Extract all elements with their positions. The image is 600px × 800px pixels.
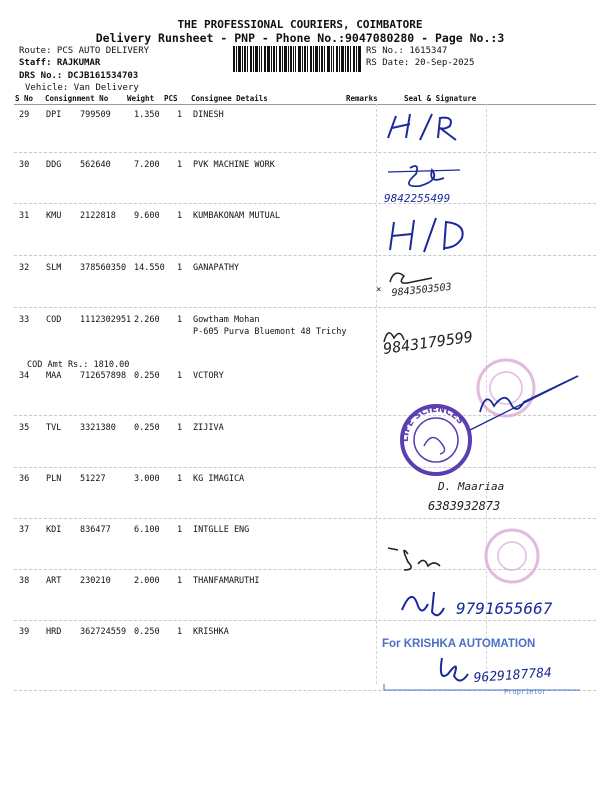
col-remarks: Remarks: [346, 94, 378, 103]
col-sno: S No: [15, 94, 34, 103]
row-pcs: 1: [177, 423, 183, 433]
signature-29: [380, 108, 500, 150]
signature-39-phone: 9629187784: [473, 665, 553, 686]
row-pcs: 1: [177, 160, 183, 170]
col-consignment: Consignment No: [45, 94, 109, 103]
row-pcs: 1: [177, 263, 183, 273]
row-code: KDI: [46, 525, 62, 535]
row-code: DPI: [46, 110, 62, 120]
row-consignee: VCTORY: [193, 371, 224, 381]
company-seal-text: For KRISHKA AUTOMATION: [382, 638, 536, 650]
signature-32: [372, 262, 502, 306]
row-consignee: INTGLLE ENG: [193, 525, 250, 535]
table-row: [0, 160, 600, 212]
row-consignee: KUMBAKONAM MUTUAL: [193, 211, 280, 221]
row-weight: 9.600: [134, 211, 160, 221]
signature-39: [384, 652, 580, 696]
row-number: 712657898: [80, 371, 127, 381]
row-sno: 29: [19, 110, 30, 120]
row-divider: [14, 255, 596, 256]
proprietor-label: Proprietor: [504, 688, 547, 696]
signature-32-phone: 9843503503: [391, 281, 453, 299]
vehicle-label: Vehicle: Van Delivery: [25, 83, 139, 93]
signature-30-phone: 9842255499: [384, 192, 451, 205]
row-number: 362724559: [80, 627, 127, 637]
row-number: 3321380: [80, 423, 116, 433]
row-code: ART: [46, 576, 62, 586]
staff-label: Staff: RAJKUMAR: [19, 58, 101, 68]
row-number: 836477: [80, 525, 111, 535]
row-divider: [14, 203, 596, 204]
row-pcs: 1: [177, 576, 183, 586]
row-pcs: 1: [177, 371, 183, 381]
row-sno: 33: [19, 315, 30, 325]
rs-date: RS Date: 20-Sep-2025: [366, 58, 475, 68]
row-divider: [14, 467, 596, 468]
row-weight: 2.260: [134, 315, 160, 325]
signature-36-name: D. Maariaa: [438, 480, 505, 493]
row-code: SLM: [46, 263, 62, 273]
col-consignee: Consignee Details: [191, 94, 268, 103]
row-sno: 31: [19, 211, 30, 221]
row-pcs: 1: [177, 474, 183, 484]
row-divider: [14, 518, 596, 519]
row-consignee: DINESH: [193, 110, 224, 120]
row-consignee: GANAPATHY: [193, 263, 240, 273]
signature-33-phone: 9843179599: [382, 327, 474, 358]
svg-text:×: ×: [376, 285, 382, 295]
signature-34: [470, 372, 590, 432]
row-number: 2122818: [80, 211, 116, 221]
signature-31: [380, 212, 500, 256]
signature-38: [398, 582, 578, 622]
signature-38-phone: 9791655667: [456, 599, 553, 618]
row-code: PLN: [46, 474, 62, 484]
row-sno: 32: [19, 263, 30, 273]
company-title: THE PROFESSIONAL COURIERS, COIMBATORE: [177, 18, 423, 31]
table-row: [0, 110, 600, 162]
row-consignee: ZIJIVA: [193, 423, 224, 433]
row-code: DDG: [46, 160, 62, 170]
row-weight: 2.000: [134, 576, 160, 586]
row-pcs: 1: [177, 211, 183, 221]
row-weight: 0.250: [134, 371, 160, 381]
signature-30: [380, 158, 500, 206]
row-number: 799509: [80, 110, 111, 120]
barcode: [233, 46, 361, 72]
signature-36-phone: 6383932873: [428, 499, 501, 513]
row-number: 51227: [80, 474, 106, 484]
row-sno: 35: [19, 423, 30, 433]
row-weight: 1.350: [134, 110, 160, 120]
row-pcs: 1: [177, 627, 183, 637]
row-weight: 7.200: [134, 160, 160, 170]
row-number: 1112302951: [80, 315, 132, 325]
row-code: MAA: [46, 371, 62, 381]
row-number: 230210: [80, 576, 111, 586]
rs-number: RS No.: 1615347: [366, 46, 448, 56]
row-code: COD: [46, 315, 62, 325]
row-divider: [14, 307, 596, 308]
row-sno: 30: [19, 160, 30, 170]
col-weight: Weight: [127, 94, 155, 103]
header-rule: [14, 104, 596, 105]
row-pcs: 1: [177, 110, 183, 120]
row-consignee: THANFAMARUTHI: [193, 576, 260, 586]
row-weight: 0.250: [134, 627, 160, 637]
stamp-text: LIFE SCIENCES: [400, 404, 466, 443]
row-consignee: KG IMAGICA: [193, 474, 245, 484]
cod-amount: COD Amt Rs.: 1810.00: [27, 360, 130, 370]
runsheet-subtitle: Delivery Runsheet - PNP - Phone No.:9047080280 - Page No.:3: [95, 31, 505, 45]
row-consignee: KRISHKA: [193, 627, 229, 637]
route-label: Route: PCS AUTO DELIVERY: [19, 46, 150, 56]
row-code: TVL: [46, 423, 62, 433]
row-sno: 36: [19, 474, 30, 484]
drs-label: DRS No.: DCJB161534703: [19, 71, 139, 81]
row-address: P-605 Purva Bluemont 48 Trichy: [193, 327, 347, 337]
row-weight: 0.250: [134, 423, 160, 433]
row-sno: 38: [19, 576, 30, 586]
signature-37: [384, 540, 464, 576]
row-code: HRD: [46, 627, 62, 637]
row-pcs: 1: [177, 315, 183, 325]
row-sno: 39: [19, 627, 30, 637]
row-weight: 6.100: [134, 525, 160, 535]
col-signature: Seal & Signature: [404, 94, 477, 103]
row-number: 562640: [80, 160, 111, 170]
row-sno: 37: [19, 525, 30, 535]
row-pcs: 1: [177, 525, 183, 535]
col-pcs: PCS: [164, 94, 178, 103]
row-consignee: Gowtham Mohan: [193, 315, 260, 325]
row-code: KMU: [46, 211, 62, 221]
row-consignee: PVK MACHINE WORK: [193, 160, 275, 170]
row-divider: [14, 152, 596, 153]
row-sno: 34: [19, 371, 30, 381]
row-number: 378560350: [80, 263, 127, 273]
faded-stamp-37: [478, 524, 548, 588]
row-weight: 3.000: [134, 474, 160, 484]
row-weight: 14.550: [134, 263, 165, 273]
signature-36: [422, 476, 572, 518]
